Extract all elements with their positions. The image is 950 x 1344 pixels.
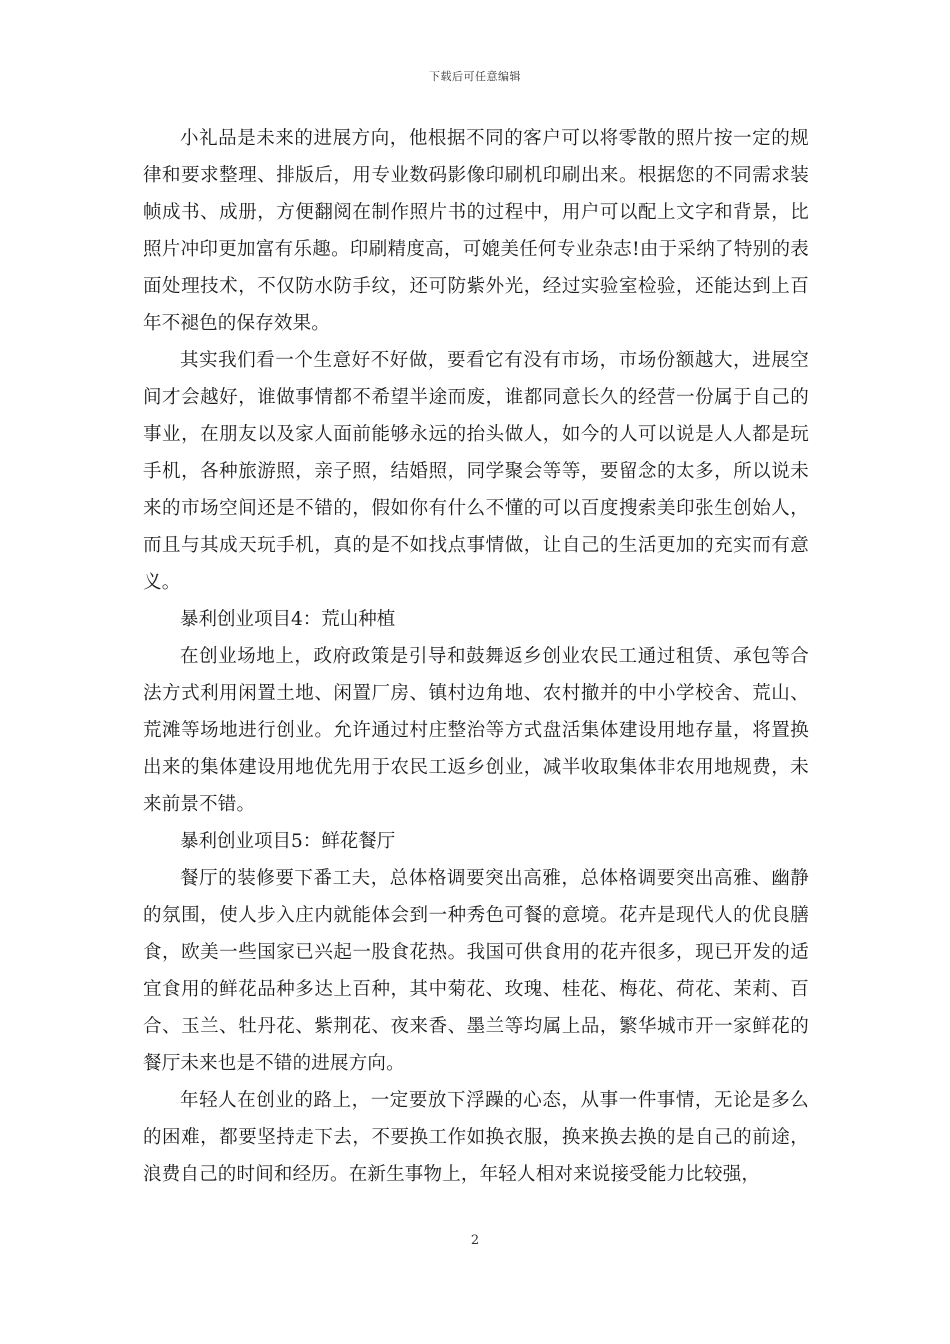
paragraph-young-entrepreneurs: 年轻人在创业的路上，一定要放下浮躁的心态，从事一件事情，无论是多么的困难，都要坚持走下去，不要换工作如换衣服，换来换去换的是自己的前途，浪费自己的时间和经历。在新生事物上，年轻人相对来说接受能力比较强， [143, 1090, 809, 1185]
page-number: 2 [470, 1233, 480, 1248]
document-body [143, 120, 809, 1193]
heading-project-5: 暴利创业项目5：鲜花餐厅 [180, 831, 396, 852]
paragraph-market-space: 其实我们看一个生意好不好做，要看它有没有市场，市场份额越大，进展空间才会越好，谁做事情都不希望半途而废，谁都同意长久的经营一份属于自己的事业，在朋友以及家人面前能够永远的抬头做人，如今的人可以说是人人都是玩手机，各种旅游照，亲子照，结婚照，同学聚会等等，要留念的太多，所以说未来的市场空间还是不错的，假如你有什么不懂的可以百度搜索美印张生创始人，而且与其成天玩手机，真的是不如找点事情做，让自己的生活更加的充实而有意义。 [143, 350, 809, 593]
paragraph-photo-book: 小礼品是未来的进展方向，他根据不同的客户可以将零散的照片按一定的规律和要求整理、排版后，用专业数码影像印刷机印刷出来。根据您的不同需求装帧成书、成册，方便翻阅在制作照片书的过程中，用户可以配上文字和背景，比照片冲印更加富有乐趣。印刷精度高，可媲美任何专业杂志!由于采纳了特别的表面处理技术，不仅防水防手纹，还可防紫外光，经过实验室检验，还能达到上百年不褪色的保存效果。 [143, 128, 809, 334]
heading-project-4: 暴利创业项目4：荒山种植 [180, 609, 396, 630]
paragraph-wasteland-planting: 在创业场地上，政府政策是引导和鼓舞返乡创业农民工通过租赁、承包等合法方式利用闲置土地、闲置厂房、镇村边角地、农村撤并的中小学校舍、荒山、荒滩等场地进行创业。允许通过村庄整治等方式盘活集体建设用地存量，将置换出来的集体建设用地优先用于农民工返乡创业，减半收取集体非农用地规费，未来前景不错。 [143, 646, 809, 815]
download-edit-note: 下载后可任意编辑 [429, 70, 521, 83]
paragraph-flower-restaurant: 餐厅的装修要下番工夫，总体格调要突出高雅，总体格调要突出高雅、幽静的氛围，使人步入庄内就能体会到一种秀色可餐的意境。花卉是现代人的优良膳食，欧美一些国家已兴起一股食花热。我国可供食用的花卉很多，现已开发的适宜食用的鲜花品种多达上百种，其中菊花、玫瑰、桂花、梅花、荷花、茉莉、百合、玉兰、牡丹花、紫荆花、夜来香、墨兰等均属上品，繁华城市开一家鲜花的餐厅未来也是不错的进展方向。 [143, 868, 809, 1074]
